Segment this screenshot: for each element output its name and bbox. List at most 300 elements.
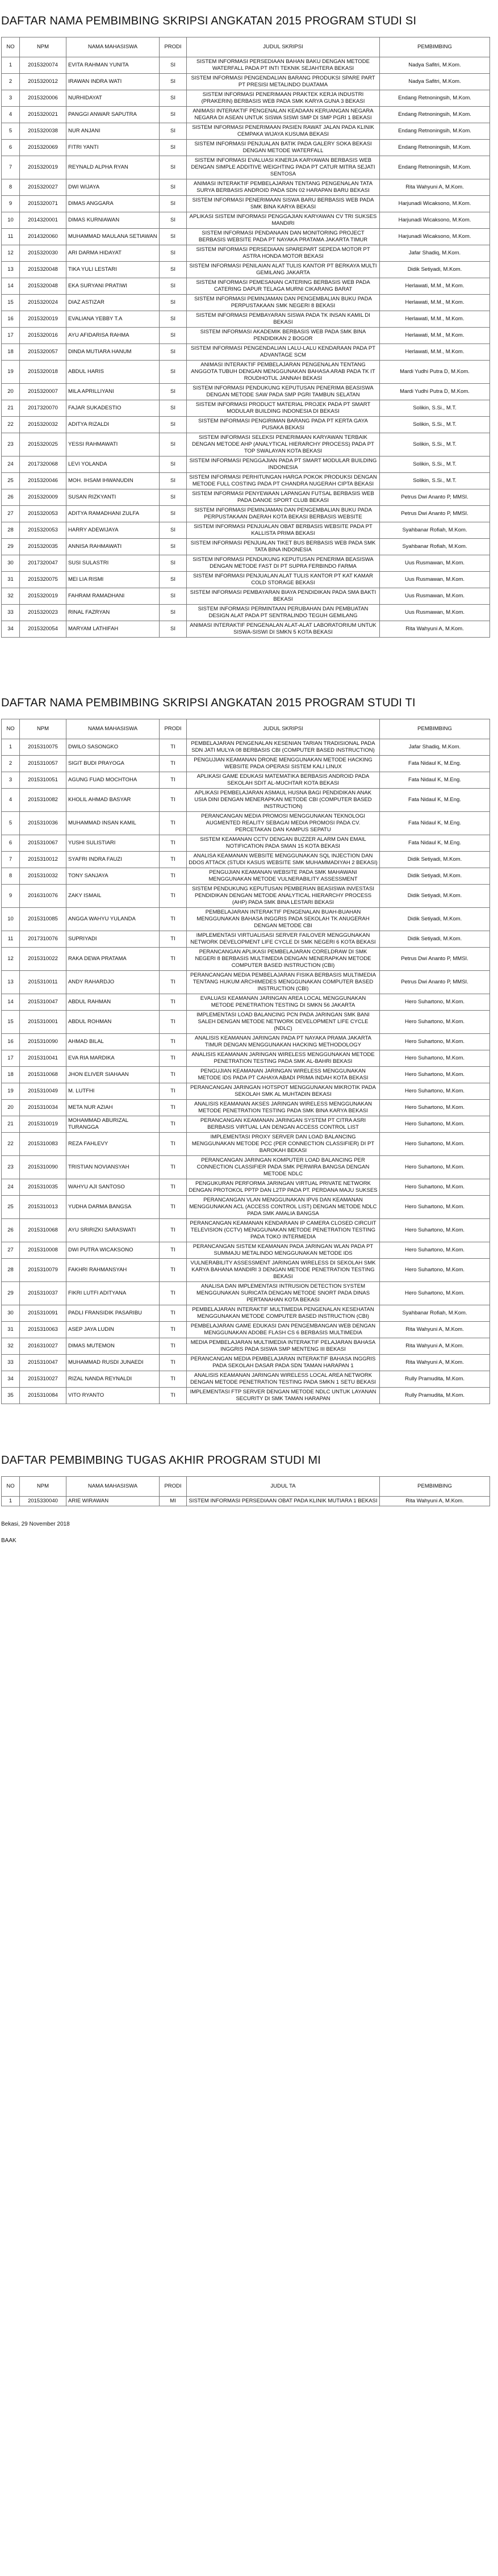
cell-npm: 2015320069	[20, 140, 66, 156]
cell-prodi: TI	[160, 885, 187, 908]
cell-npm: 2015320074	[20, 57, 66, 74]
cell-prodi: TI	[160, 1371, 187, 1388]
table-row	[2, 1133, 490, 1156]
cell-judul: ANALISIS KEAMANAN AKSES JARINGAN WIRELESS MENGGUNAKAN METODE PENETRATION TESTING PADA SMK BINA KARYA BEKASI	[187, 1100, 380, 1116]
cell-no: 2	[2, 756, 20, 772]
table-row	[2, 1242, 490, 1259]
table-header-row	[2, 1477, 490, 1497]
cell-nama: EVALIANA YEBBY T.A	[66, 311, 160, 328]
cell-nama: FIKRI LUTFI ADITYANA	[66, 1282, 160, 1305]
table-row	[2, 344, 490, 361]
cell-npm: 2015320038	[20, 123, 66, 140]
cell-pembimbing: Hero Suhartono, M.Kom.	[380, 1100, 490, 1116]
table-row	[2, 1196, 490, 1219]
cell-pembimbing: Solikin, S.Si., M.T.	[380, 473, 490, 489]
cell-prodi: TI	[160, 812, 187, 835]
cell-npm: 2015320053	[20, 506, 66, 522]
cell-pembimbing: Hero Suhartono, M.Kom.	[380, 1133, 490, 1156]
cell-pembimbing: Fata Nidaul K, M.Eng.	[380, 789, 490, 812]
cell-judul: APLIKASI GAME EDUKASI MATEMATIKA BERBASIS ANDROID PADA SEKOLAH SDIT AL-MUCHTAR KOTA BEKASI	[187, 772, 380, 789]
cell-no: 1	[2, 57, 20, 74]
cell-pembimbing: Rully Pramudita, M.Kom.	[380, 1371, 490, 1388]
cell-nama: FAHRAM RAMADHANI	[66, 588, 160, 605]
cell-pembimbing: Solikin, S.Si., M.T.	[380, 417, 490, 433]
cell-prodi: TI	[160, 1083, 187, 1100]
cell-pembimbing: Hero Suhartono, M.Kom.	[380, 1196, 490, 1219]
cell-nama: SUSI SULASTRI	[66, 555, 160, 572]
table-row	[2, 539, 490, 555]
cell-npm: 2015320071	[20, 196, 66, 212]
cell-npm: 2015320057	[20, 344, 66, 361]
table-row	[2, 506, 490, 522]
table-row	[2, 456, 490, 473]
cell-pembimbing: Hero Suhartono, M.Kom.	[380, 1067, 490, 1083]
cell-nama: WAHYU AJI SANTOSO	[66, 1179, 160, 1196]
col-npm: NPM	[20, 1477, 66, 1497]
table-row	[2, 74, 490, 90]
cell-prodi: TI	[160, 1322, 187, 1338]
cell-npm: 2015320025	[20, 433, 66, 456]
cell-nama: NUR ANJANI	[66, 123, 160, 140]
cell-no: 13	[2, 262, 20, 278]
cell-npm: 2015310032	[20, 868, 66, 885]
cell-pembimbing: Fata Nidaul K, M.Eng.	[380, 756, 490, 772]
cell-nama: FITRI YANTI	[66, 140, 160, 156]
cell-prodi: SI	[160, 74, 187, 90]
table-row	[2, 212, 490, 229]
cell-judul: PERANCANGAN MEDIA PROMOSI MENGGUNAKAN TEKNOLOGI AUGMENTED REALITY SEBAGAI MEDIA PROMOSI PADA CV. PERCETAKAN DAN KAMPUS SEPATU	[187, 812, 380, 835]
cell-no: 23	[2, 433, 20, 456]
cell-nama: ANNISA RAHMAWATI	[66, 539, 160, 555]
cell-prodi: TI	[160, 1179, 187, 1196]
cell-judul: IMPLEMENTASI LOAD BALANCING PCN PADA JARINGAN SMK BANI SALEH DENGAN METODE NETWORK DEVELOPMENT LIFE CYCLE (NDLC)	[187, 1011, 380, 1034]
cell-prodi: SI	[160, 229, 187, 245]
cell-npm: 2015320046	[20, 473, 66, 489]
cell-nama: META NUR AZIAH	[66, 1100, 160, 1116]
cell-nama: MILA APRILLIYANI	[66, 384, 160, 400]
table-row	[2, 885, 490, 908]
cell-npm: 2015320030	[20, 245, 66, 262]
cell-prodi: SI	[160, 400, 187, 417]
cell-nama: ABDUL HARIS	[66, 361, 160, 384]
cell-npm: 2015310091	[20, 1305, 66, 1322]
cell-no: 21	[2, 400, 20, 417]
cell-no: 20	[2, 384, 20, 400]
table-row	[2, 522, 490, 539]
cell-judul: PERANCANGAN KEAMANAN KENDARAAN IP CAMERA CLOSED CIRCUIT TELEVISION (CCTV) MENGGUNAKAN METODE PENETRATION TESTING PADA TOKO INTERMEDIA	[187, 1219, 380, 1242]
cell-judul: SISTEM INFORMASI PENDUKUNG KEPUTUSAN PENERIMA BEASISWA DENGAN METODE SAW PADA SMP PGRI TAMBUN SELATAN	[187, 384, 380, 400]
table-row	[2, 196, 490, 212]
cell-no: 25	[2, 1196, 20, 1219]
cell-npm: 2015310047	[20, 1355, 66, 1371]
cell-no: 2	[2, 74, 20, 90]
cell-npm: 2015320021	[20, 107, 66, 123]
table-row	[2, 994, 490, 1011]
cell-judul: SISTEM INFORMASI PENDANAAN DAN MONITORING PROJECT BERBASIS WEBSITE PADA PT NAYAKA PRATAMA JAKARTA TIMUR	[187, 229, 380, 245]
table-si	[1, 37, 490, 638]
cell-prodi: TI	[160, 1116, 187, 1133]
cell-nama: ARIE WIRAWAN	[66, 1497, 160, 1506]
cell-pembimbing: Hero Suhartono, M.Kom.	[380, 1050, 490, 1067]
col-nama: NAMA MAHASISWA	[66, 719, 160, 739]
cell-prodi: SI	[160, 344, 187, 361]
cell-npm: 2015310057	[20, 756, 66, 772]
cell-nama: TONY SANJAYA	[66, 868, 160, 885]
cell-pembimbing: Herlawati, M.M., M.Kom.	[380, 295, 490, 311]
cell-judul: SISTEM INFORMASI PENGGAJIAN PADA PT SMART MODULAR BUILDING INDONESIA	[187, 456, 380, 473]
table-row	[2, 868, 490, 885]
table-row	[2, 57, 490, 74]
table-row	[2, 328, 490, 344]
cell-npm: 2015320048	[20, 278, 66, 295]
cell-judul: ANALISA DAN IMPLEMENTASI INTRUSION DETECTION SYSTEM MENGGUNAKAN SURICATA DENGAN METODE SNORT PADA DINAS PERTANAHAN KOTA BEKASI	[187, 1282, 380, 1305]
cell-npm: 2015310049	[20, 1083, 66, 1100]
cell-pembimbing: Jafar Shadiq, M.Kom.	[380, 739, 490, 756]
col-npm: NPM	[20, 37, 66, 57]
cell-nama: MOHAMMAD ABURIZAL TURANGGA	[66, 1116, 160, 1133]
cell-pembimbing: Petrus Dwi Ananto P, MMSI.	[380, 489, 490, 506]
cell-nama: JHON ELIVER SIAHAAN	[66, 1067, 160, 1083]
cell-prodi: SI	[160, 572, 187, 588]
table-row	[2, 852, 490, 868]
cell-npm: 2017310076	[20, 931, 66, 948]
cell-no: 11	[2, 931, 20, 948]
section-ti-title: DAFTAR NAMA PEMBIMBING SKRIPSI ANGKATAN 2015 PROGRAM STUDI TI	[1, 697, 416, 709]
table-row	[2, 931, 490, 948]
cell-judul: PERANCANGAN JARINGAN HOTSPOT MENGGUNAKAN MIKROTIK PADA SEKOLAH SMK AL MUHTADIN BEKASI	[187, 1083, 380, 1100]
table-row	[2, 835, 490, 852]
cell-judul: SISTEM INFORMASI PERSEDIAAN SPAREPART SEPEDA MOTOR PT ASTRA HONDA MOTOR BEKASI	[187, 245, 380, 262]
cell-nama: DWI PUTRA WICAKSONO	[66, 1242, 160, 1259]
cell-prodi: TI	[160, 931, 187, 948]
cell-nama: REZA FAHLEVY	[66, 1133, 160, 1156]
table-row	[2, 1116, 490, 1133]
cell-pembimbing: Hero Suhartono, M.Kom.	[380, 1011, 490, 1034]
cell-pembimbing: Didik Setiyadi, M.Kom.	[380, 885, 490, 908]
cell-pembimbing: Fata Nidaul K, M.Eng.	[380, 812, 490, 835]
col-pembimbing: PEMBIMBING	[380, 719, 490, 739]
cell-pembimbing: Mardi Yudhi Putra D, M.Kom.	[380, 361, 490, 384]
table-row	[2, 739, 490, 756]
cell-nama: FAJAR SUKADESTIO	[66, 400, 160, 417]
cell-npm: 2015310011	[20, 971, 66, 994]
cell-prodi: TI	[160, 1219, 187, 1242]
cell-nama: YESSI RAHMAWATI	[66, 433, 160, 456]
cell-judul: SISTEM INFORMASI PERSEDIAAN OBAT PADA KLINIK MUTIARA 1 BEKASI	[187, 1497, 380, 1506]
cell-pembimbing: Didik Setiyadi, M.Kom.	[380, 931, 490, 948]
cell-judul: PERANCANGAN MEDIA PEMBELAJARAN INTERAKTIF BAHASA INGGRIS PADA SEKOLAH DASAR PADA SDN TAMAN HARAPAN 1	[187, 1355, 380, 1371]
cell-npm: 2015310083	[20, 1133, 66, 1156]
cell-no: 16	[2, 1034, 20, 1050]
cell-judul: PEMBELAJARAN INTERAKTIF MULTIMEDIA PENGENALAN KESEHATAN MENGGUNAKAN METODE COMPUTER BASED INSTRUCTION (CBI)	[187, 1305, 380, 1322]
cell-pembimbing: Solikin, S.Si., M.T.	[380, 456, 490, 473]
cell-nama: PADLI FRANSIDIK PASARIBU	[66, 1305, 160, 1322]
cell-nama: AYU SRIRIZKI SARASWATI	[66, 1219, 160, 1242]
cell-prodi: MI	[160, 1497, 187, 1506]
cell-no: 26	[2, 1219, 20, 1242]
cell-prodi: TI	[160, 1196, 187, 1219]
cell-nama: DINDA MUTIARA HANUM	[66, 344, 160, 361]
cell-prodi: TI	[160, 908, 187, 931]
cell-no: 27	[2, 506, 20, 522]
cell-npm: 2015320012	[20, 74, 66, 90]
table-row	[2, 123, 490, 140]
cell-nama: RAKA DEWA PRATAMA	[66, 948, 160, 971]
table-header-row	[2, 37, 490, 57]
cell-judul: PERANCANGAN KEAMANAN JARINGAN SYSTEM PT CITRA ASRI BERBASIS VIRTUAL LAN DENGAN ACCESS CONTROL LIST	[187, 1116, 380, 1133]
cell-judul: IMPLEMENTASI FTP SERVER DENGAN METODE NDLC UNTUK LAYANAN SECURITY DI SMK TAMAN HARAPAN	[187, 1388, 380, 1404]
table-row	[2, 756, 490, 772]
cell-no: 10	[2, 212, 20, 229]
cell-npm: 2015310068	[20, 1067, 66, 1083]
table-row	[2, 572, 490, 588]
cell-pembimbing: Uus Rusmawan, M.Kom.	[380, 605, 490, 621]
table-row	[2, 156, 490, 179]
cell-no: 17	[2, 1050, 20, 1067]
cell-judul: IMPLEMENTASI PROXY SERVER DAN LOAD BALANCING MENGGUNAKAN METODE PCC (PER CONNECTION CLASSIFIER) DI PT BAROKAH BEKASI	[187, 1133, 380, 1156]
cell-pembimbing: Rita Wahyuni A, M.Kom.	[380, 1322, 490, 1338]
cell-pembimbing: Rita Wahyuni A, M.Kom.	[380, 621, 490, 638]
cell-judul: EVALUASI KEAMANAN JARINGAN AREA LOCAL MENGGUNAKAN METODE PENETRATION TESTING DI SMKN 56 JAKARTA	[187, 994, 380, 1011]
cell-no: 25	[2, 473, 20, 489]
footer-date: Bekasi, 29 November 2018	[1, 1521, 70, 1527]
cell-judul: SISTEM INFORMASI PEMINJAMAN DAN PENGEMBALIAN BUKU PADA PERPUSTAKAAN SMK NEGERI 8 BEKASI	[187, 295, 380, 311]
cell-judul: SISTEM INFORMASI EVALUASI KINERJA KARYAWAN BERBASIS WEB DENGAN SIMPLE ADDITIVE WEIGHTING PADA PT CATUR MITRA SEJATI SENTOSA	[187, 156, 380, 179]
cell-no: 10	[2, 908, 20, 931]
cell-judul: SISTEM PENDUKUNG KEPUTUSAN PEMBERIAN BEASISWA INVESTASI PENDIDIKAN DENGAN METODE ANALYTICAL HIERARCHY PROCESS (AHP) PADA SMK BINA LESTARI BEKASI	[187, 885, 380, 908]
cell-prodi: SI	[160, 262, 187, 278]
cell-judul: SISTEM INFORMASI PEMINJAMAN DAN PENGEMBALIAN BUKU PADA PERPUSTAKAAN DAERAH KOTA BEKASI BERBASIS WEBSITE	[187, 506, 380, 522]
cell-judul: SISTEM INFORMASI PENJUALAN TIKET BUS BERBASIS WEB PADA SMK TATA BINA INDONESIA	[187, 539, 380, 555]
cell-judul: SISTEM KEAMANAN CCTV DENGAN BUZZER ALARM DAN EMAIL NOTIFICATION PADA SMAN 15 KOTA BEKASI	[187, 835, 380, 852]
cell-prodi: TI	[160, 1133, 187, 1156]
cell-pembimbing: Didik Setiyadi, M.Kom.	[380, 852, 490, 868]
cell-judul: PENGUJIAN KEAMANAN DRONE MENGGUNAKAN METODE HACKING WEBSITE PADA OPERASI SISTEM KALI LINUX	[187, 756, 380, 772]
col-no: NO	[2, 37, 20, 57]
table-row	[2, 1179, 490, 1196]
cell-nama: DIMAS ANGGARA	[66, 196, 160, 212]
cell-nama: SUPRIYADI	[66, 931, 160, 948]
table-row	[2, 1305, 490, 1322]
cell-no: 27	[2, 1242, 20, 1259]
cell-npm: 2015310019	[20, 1116, 66, 1133]
cell-judul: PERANCANGAN SISTEM KEAMANAN PADA JARINGAN WLAN PADA PT SUMMAJU METALINDO MENGGUNAKAN METODE IDS	[187, 1242, 380, 1259]
cell-npm: 2016310076	[20, 885, 66, 908]
cell-npm: 2015320024	[20, 295, 66, 311]
cell-no: 12	[2, 245, 20, 262]
table-row	[2, 789, 490, 812]
cell-prodi: SI	[160, 539, 187, 555]
cell-npm: 2015320019	[20, 588, 66, 605]
cell-npm: 2015310082	[20, 789, 66, 812]
cell-no: 29	[2, 539, 20, 555]
cell-no: 28	[2, 1259, 20, 1282]
cell-nama: REYNALD ALPHA RYAN	[66, 156, 160, 179]
cell-judul: SISTEM INFORMASI PEMBAYARAN SISWA PADA TK INSAN KAMIL DI BEKASI	[187, 311, 380, 328]
col-npm: NPM	[20, 719, 66, 739]
cell-prodi: SI	[160, 328, 187, 344]
table-si-body	[2, 57, 490, 638]
cell-prodi: SI	[160, 278, 187, 295]
cell-judul: SISTEM INFORMASI PENGIRIMAN BARANG PADA PT KERTA GAYA PUSAKA BEKASI	[187, 417, 380, 433]
cell-judul: ANALISIS KEAMANAN JARINGAN PADA PT NAYAKA PRAMA JAKARTA TIMUR DENGAN MENGGUNAKAN HACKING METHODOLOGY	[187, 1034, 380, 1050]
col-no: NO	[2, 719, 20, 739]
cell-prodi: TI	[160, 789, 187, 812]
cell-judul: SISTEM INFORMASI PENERIMAAN PASIEN RAWAT JALAN PADA KLINIK CEMPAKA WIJAYA KUSUMA BEKASI	[187, 123, 380, 140]
cell-no: 5	[2, 123, 20, 140]
table-row	[2, 179, 490, 196]
cell-no: 11	[2, 229, 20, 245]
cell-nama: MOH. IHSAM IHWANUDIN	[66, 473, 160, 489]
cell-judul: ANIMASI INTERAKTIF PENGENALAN KEADAAN KERUANGAN NEGARA NEGARA DI ASEAN UNTUK SISWA SISWI SMP DI SMP PGRI 1 BEKASI	[187, 107, 380, 123]
cell-prodi: TI	[160, 868, 187, 885]
cell-no: 30	[2, 1305, 20, 1322]
cell-judul: SISTEM INFORMASI PENJUALAN ALAT TULIS KANTOR PT KAT KAMAR COLD STORAGE BEKASI	[187, 572, 380, 588]
cell-no: 23	[2, 1156, 20, 1179]
table-row	[2, 311, 490, 328]
cell-npm: 2015310063	[20, 1322, 66, 1338]
col-prodi: PRODI	[160, 719, 187, 739]
cell-npm: 2015310085	[20, 908, 66, 931]
cell-pembimbing: Herlawati, M.M., M.Kom.	[380, 311, 490, 328]
cell-prodi: TI	[160, 852, 187, 868]
cell-judul: SISTEM INFORMASI AKADEMIK BERBASIS WEB PADA SMK BINA PENDIDIKAN 2 BOGOR	[187, 328, 380, 344]
cell-prodi: TI	[160, 1338, 187, 1355]
cell-nama: PANGGI ANWAR SAPUTRA	[66, 107, 160, 123]
cell-pembimbing: Didik Setiyadi, M.Kom.	[380, 908, 490, 931]
cell-prodi: SI	[160, 489, 187, 506]
cell-npm: 2015310047	[20, 994, 66, 1011]
cell-judul: SISTEM INFORMASI PENJUALAN BATIK PADA GALERY SOKA BEKASI DENGAN METODE WATERFALL	[187, 140, 380, 156]
cell-npm: 2015310051	[20, 772, 66, 789]
cell-npm: 2015320019	[20, 156, 66, 179]
cell-prodi: SI	[160, 522, 187, 539]
cell-pembimbing: Harjunadi Wicaksono, M.Kom.	[380, 212, 490, 229]
cell-pembimbing: Herlawati, M.M., M.Kom.	[380, 328, 490, 344]
cell-pembimbing: Hero Suhartono, M.Kom.	[380, 1259, 490, 1282]
cell-judul: ANALISA KEAMANAN WEBSITE MENGGUNAKAN SQL INJECTION DAN DDOS ATTACK (STUDI KASUS WEBSITE SMK MUHAMMADIYAH 2 BEKASI)	[187, 852, 380, 868]
cell-pembimbing: Rita Wahyuni A, M.Kom.	[380, 179, 490, 196]
cell-judul: PENGUJIAN KEAMANAN JARINGAN WIRELESS MENGGUNAKAN METODE IDS PADA PT CAHAYA ABADI PRIMA INDAH KOTA BEKASI	[187, 1067, 380, 1083]
cell-prodi: TI	[160, 1388, 187, 1404]
cell-npm: 2015310037	[20, 1282, 66, 1305]
cell-no: 22	[2, 1133, 20, 1156]
cell-no: 28	[2, 522, 20, 539]
cell-prodi: TI	[160, 1282, 187, 1305]
cell-npm: 2015310067	[20, 835, 66, 852]
cell-prodi: SI	[160, 123, 187, 140]
cell-judul: SISTEM INFORMASI SELEKSI PENERIMAAN KARYAWAN TERBAIK DENGAN METODE AHP (ANALYTICAL HIERARCHY PROCESS) PADA PT TOP SWALAYAN KOTA BEKASI	[187, 433, 380, 456]
cell-npm: 2017320070	[20, 400, 66, 417]
cell-prodi: SI	[160, 311, 187, 328]
cell-pembimbing: Nadya Safitri, M.Kom.	[380, 74, 490, 90]
cell-no: 32	[2, 1338, 20, 1355]
section-si-title: DAFTAR NAMA PEMBIMBING SKRIPSI ANGKATAN 2015 PROGRAM STUDI SI	[1, 15, 417, 27]
cell-nama: SYAFRI INDRA FAUZI	[66, 852, 160, 868]
cell-npm: 2015310013	[20, 1196, 66, 1219]
cell-npm: 2015310027	[20, 1371, 66, 1388]
cell-prodi: SI	[160, 57, 187, 74]
cell-pembimbing: Hero Suhartono, M.Kom.	[380, 1034, 490, 1050]
cell-nama: ANGGA WAHYU YULANDA	[66, 908, 160, 931]
cell-pembimbing: Herlawati, M.M., M.Kom.	[380, 278, 490, 295]
cell-nama: MUHAMMAD RUSDI JUNAEDI	[66, 1355, 160, 1371]
cell-prodi: TI	[160, 948, 187, 971]
cell-judul: VULNERABILITY ASSESSMENT JARINGAN WIRELESS DI SEKOLAH SMK KARYA BAHANA MANDIRI 3 DENGAN METODE PENETRATION TESTING BEKASI	[187, 1259, 380, 1282]
cell-no: 13	[2, 971, 20, 994]
cell-nama: ABDUL RAHMAN	[66, 994, 160, 1011]
cell-no: 34	[2, 1371, 20, 1388]
cell-nama: DIMAS MUTEMON	[66, 1338, 160, 1355]
table-row	[2, 948, 490, 971]
cell-judul: SISTEM INFORMASI PENERIMAAN PRAKTEK KERJA INDUSTRI (PRAKERIN) BERBASIS WEB PADA SMK KARYA GUNA 3 BEKASI	[187, 90, 380, 107]
cell-judul: SISTEM INFORMASI PENILAIAN ALAT TULIS KANTOR PT BERKAYA MULTI GEMILANG JAKARTA	[187, 262, 380, 278]
table-row	[2, 417, 490, 433]
cell-npm: 2015320016	[20, 328, 66, 344]
cell-pembimbing: Hero Suhartono, M.Kom.	[380, 1156, 490, 1179]
table-ti	[1, 719, 490, 1404]
table-row	[2, 1355, 490, 1371]
cell-no: 8	[2, 868, 20, 885]
cell-pembimbing: Jafar Shadiq, M.Kom.	[380, 245, 490, 262]
table-row	[2, 245, 490, 262]
cell-npm: 2015310036	[20, 812, 66, 835]
table-row	[2, 971, 490, 994]
table-row	[2, 1259, 490, 1282]
cell-no: 32	[2, 588, 20, 605]
cell-pembimbing: Hero Suhartono, M.Kom.	[380, 994, 490, 1011]
cell-npm: 2015320075	[20, 572, 66, 588]
col-prodi: PRODI	[160, 1477, 187, 1497]
table-row	[2, 1156, 490, 1179]
cell-no: 31	[2, 1322, 20, 1338]
table-row	[2, 1338, 490, 1355]
cell-pembimbing: Uus Rusmawan, M.Kom.	[380, 572, 490, 588]
cell-no: 18	[2, 344, 20, 361]
cell-no: 1	[2, 739, 20, 756]
cell-no: 20	[2, 1100, 20, 1116]
cell-nama: IRAWAN INDRA WATI	[66, 74, 160, 90]
cell-no: 3	[2, 772, 20, 789]
cell-pembimbing: Didik Setiyadi, M.Kom.	[380, 262, 490, 278]
cell-pembimbing: Petrus Dwi Ananto P, MMSI.	[380, 971, 490, 994]
cell-npm: 2015330040	[20, 1497, 66, 1506]
cell-no: 34	[2, 621, 20, 638]
table-row	[2, 262, 490, 278]
cell-pembimbing: Fata Nidaul K, M.Eng.	[380, 772, 490, 789]
table-row	[2, 140, 490, 156]
cell-prodi: TI	[160, 1242, 187, 1259]
cell-judul: PERANCANGAN MEDIA PEMBELAJARAN FISIKA BERBASIS MULTIMEDIA TENTANG HUKUM ARCHIMEDES MENGGUNAKAN COMPUTER BASED INSTRUCTION (CBI)	[187, 971, 380, 994]
table-mi-body	[2, 1497, 490, 1506]
cell-nama: AGUNG FUAD MOCHTOHA	[66, 772, 160, 789]
cell-prodi: TI	[160, 835, 187, 852]
cell-npm: 2015320035	[20, 539, 66, 555]
cell-nama: FAKHRI RAHMANSYAH	[66, 1259, 160, 1282]
cell-pembimbing: Hero Suhartono, M.Kom.	[380, 1242, 490, 1259]
cell-no: 15	[2, 295, 20, 311]
table-row	[2, 489, 490, 506]
cell-npm: 2015320006	[20, 90, 66, 107]
cell-nama: MUHAMMAD INSAN KAMIL	[66, 812, 160, 835]
cell-prodi: SI	[160, 417, 187, 433]
cell-no: 21	[2, 1116, 20, 1133]
table-row	[2, 433, 490, 456]
cell-pembimbing: Hero Suhartono, M.Kom.	[380, 1282, 490, 1305]
cell-no: 24	[2, 1179, 20, 1196]
cell-npm: 2015320018	[20, 361, 66, 384]
table-row	[2, 1388, 490, 1404]
